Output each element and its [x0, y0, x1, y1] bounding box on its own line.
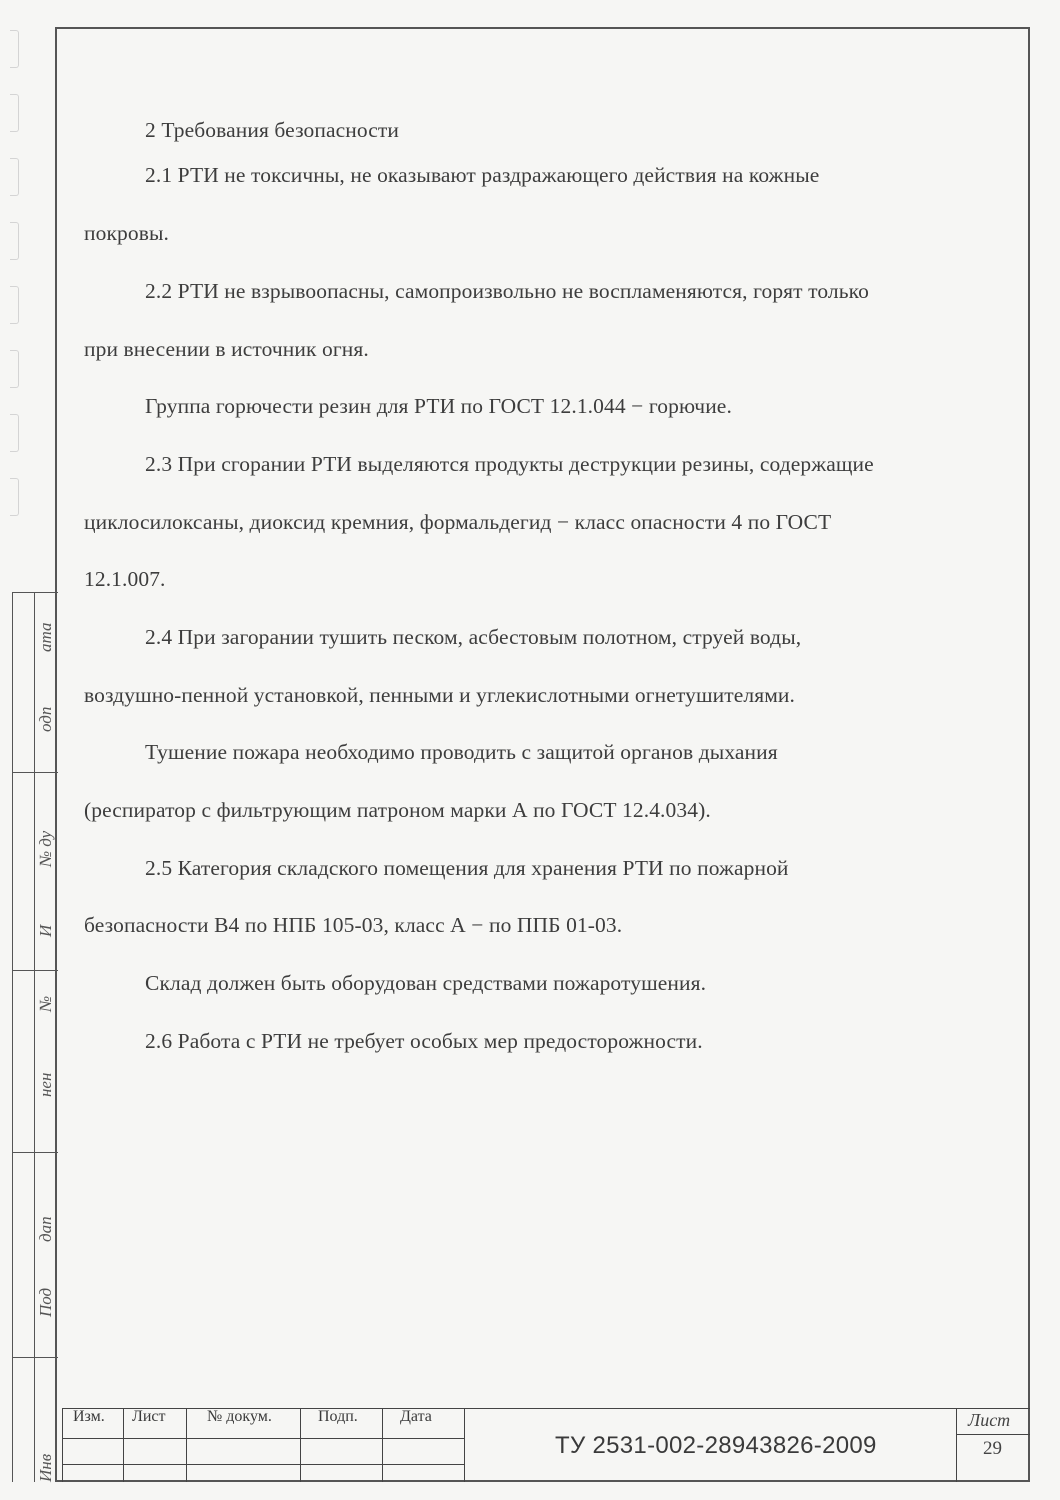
- paragraph-line: циклосилоксаны, диоксид кремния, формальдегид − класс опасности 4 по ГОСТ: [84, 510, 832, 534]
- paragraph-line: 2.2 РТИ не взрывоопасны, самопроизвольно не воспламеняются, горят только: [145, 279, 869, 303]
- binding-hole: [10, 414, 19, 452]
- sheet-number: 29: [983, 1438, 1002, 1459]
- title-block-col-list: Лист: [132, 1408, 166, 1425]
- binding-hole: [10, 30, 19, 68]
- paragraph-line: Склад должен быть оборудован средствами пожаротушения.: [145, 971, 707, 995]
- sheet-label: Лист: [968, 1410, 1011, 1430]
- paragraph-line: Тушение пожара необходимо проводить с защитой органов дыхания: [145, 740, 778, 764]
- side-stamp-label: нен: [36, 1072, 55, 1097]
- side-stamp-label: №: [36, 995, 55, 1012]
- title-block-col-date: Дата: [400, 1408, 432, 1425]
- binding-hole: [10, 286, 19, 324]
- paragraph-line: Группа горючести резин для РТИ по ГОСТ 12.1.044 − горючие.: [145, 394, 732, 418]
- paragraph-line: воздушно-пенной установкой, пенными и углекислотными огнетушителями.: [84, 683, 795, 707]
- paragraph-line: безопасности В4 по НПБ 105-03, класс А − по ППБ 01-03.: [84, 913, 623, 937]
- side-stamp-label: И: [36, 924, 55, 937]
- side-stamp-label: дап: [36, 1216, 55, 1242]
- binding-hole: [10, 350, 19, 388]
- paragraph-line: покровы.: [84, 221, 169, 245]
- paragraph-line: 12.1.007.: [84, 567, 166, 591]
- side-stamp-label: одп: [36, 706, 55, 732]
- document-code: ТУ 2531-002-28943826-2009: [555, 1432, 877, 1459]
- side-stamp-label: Под: [36, 1287, 55, 1317]
- section-heading: 2 Требования безопасности: [145, 118, 400, 142]
- title-block-col-sign: Подп.: [318, 1408, 358, 1425]
- paragraph-line: при внесении в источник огня.: [84, 337, 369, 361]
- binding-hole: [10, 94, 19, 132]
- binding-hole: [10, 158, 19, 196]
- paragraph-line: 2.6 Работа с РТИ не требует особых мер предосторожности.: [145, 1029, 703, 1053]
- paragraph-line: 2.4 При загорании тушить песком, асбестовым полотном, струей воды,: [145, 625, 802, 649]
- title-block-col-doc: № докум.: [207, 1408, 272, 1425]
- paragraph-line: 2.1 РТИ не токсичны, не оказывают раздражающего действия на кожные: [145, 163, 820, 187]
- side-stamp: [12, 592, 58, 1482]
- binding-hole: [10, 478, 19, 516]
- title-block-col-izm: Изм.: [73, 1408, 105, 1425]
- binding-holes: [6, 30, 26, 570]
- paragraph-line: 2.5 Категория складского помещения для хранения РТИ по пожарной: [145, 856, 789, 880]
- side-stamp-label: № ду: [36, 830, 55, 867]
- paragraph-line: 2.3 При сгорании РТИ выделяются продукты деструкции резины, содержащие: [145, 452, 874, 476]
- paragraph-line: (респиратор с фильтрующим патроном марки А по ГОСТ 12.4.034).: [84, 798, 711, 822]
- side-stamp-label: ата: [36, 622, 55, 652]
- binding-hole: [10, 222, 19, 260]
- side-stamp-label: Инв: [36, 1453, 55, 1482]
